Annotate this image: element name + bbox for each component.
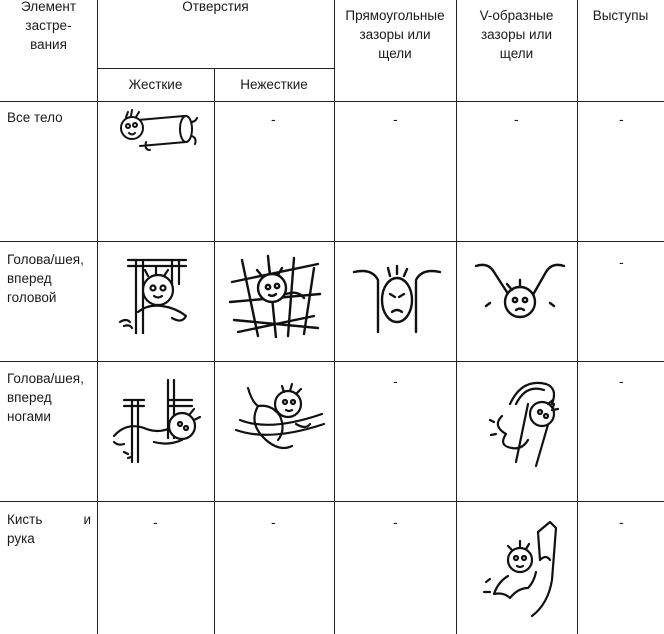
grid-line [456, 0, 457, 634]
header-nonrigid: Нежесткие [240, 77, 308, 92]
header-v-gaps: V-образные зазоры или щели [479, 8, 554, 61]
child-head-in-bars-icon [110, 254, 192, 334]
grid-line [0, 241, 664, 242]
grid-line [97, 68, 334, 69]
dash-r3-rect: - [393, 373, 398, 389]
child-in-tube-icon [118, 106, 198, 154]
dash-r1-protr: - [619, 111, 624, 127]
child-hand-in-v-gap-icon [480, 520, 572, 618]
dash-r3-protr: - [619, 373, 624, 389]
child-feet-first-net-icon [230, 380, 326, 456]
header-protrusions: Выступы [592, 8, 649, 23]
header-element: Элемент застре- вания [20, 0, 77, 52]
child-feet-first-v-gap-icon [486, 374, 570, 470]
grid-line [97, 0, 98, 634]
dash-r4-rigid: - [153, 514, 158, 530]
dash-r4-rect: - [393, 514, 398, 530]
child-head-in-v-gap-icon [474, 260, 566, 324]
grid-line [577, 0, 578, 634]
dash-r4-nonrigid: - [271, 514, 276, 530]
row-label-whole-body: Все тело [7, 110, 63, 125]
dash-r1-v: - [514, 111, 519, 127]
row-label-feet-first: Голова/шея, вперед ногами [7, 371, 84, 424]
row-label-head-first: Голова/шея, вперед головой [7, 252, 84, 305]
child-head-in-rect-gap-icon [350, 260, 444, 334]
dash-r1-rect: - [393, 111, 398, 127]
grid-line [0, 101, 664, 102]
grid-line [0, 361, 664, 362]
dash-r2-protr: - [619, 254, 624, 270]
header-rect-gaps: Прямоугольные зазоры или щели [345, 8, 445, 61]
child-feet-first-bars-icon [110, 378, 206, 464]
dash-r1-nonrigid: - [271, 111, 276, 127]
grid-line [214, 68, 215, 634]
header-openings: Отверстия [182, 0, 249, 14]
grid-line [0, 501, 664, 502]
row-label-hand-arm: Кисть и рука [7, 512, 91, 546]
dash-r4-protr: - [619, 514, 624, 530]
header-rigid: Жесткие [128, 77, 183, 92]
grid-line [334, 0, 335, 634]
child-head-in-net-icon [228, 254, 322, 338]
